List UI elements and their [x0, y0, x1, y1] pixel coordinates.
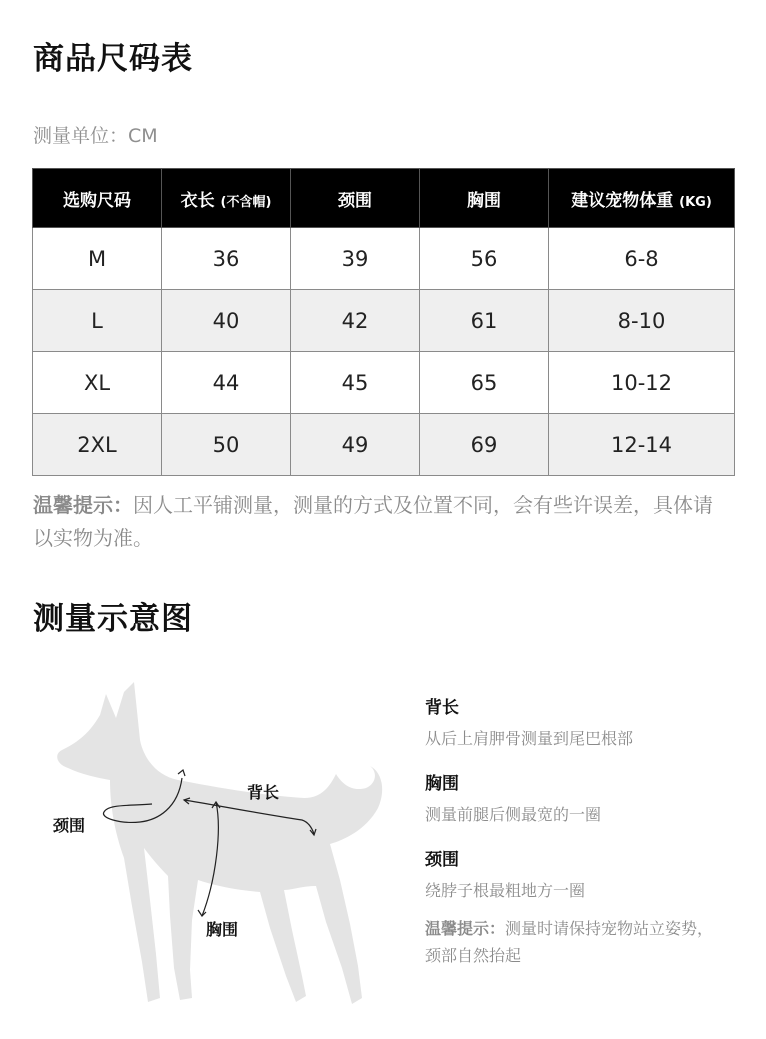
legend-back-title: 背长 [425, 698, 459, 718]
diagram-title: 测量示意图 [33, 601, 193, 637]
cell-neck: 42 [291, 290, 420, 352]
legend-chest [425, 769, 745, 825]
table-row [33, 414, 735, 476]
cell-weight: 10-12 [549, 352, 735, 414]
legend-back [425, 693, 745, 749]
size-chart-title: 商品尺码表 [33, 41, 193, 77]
header-weight: 建议宠物体重 (KG) [549, 169, 735, 228]
cell-neck: 39 [291, 228, 420, 290]
size-table [32, 168, 735, 476]
header-size: 选购尺码 [33, 169, 162, 228]
cell-weight: 12-14 [549, 414, 735, 476]
label-neck: 颈围 [53, 816, 86, 835]
cell-length: 40 [162, 290, 291, 352]
size-tip [33, 489, 723, 555]
tip-label: 温馨提示： [33, 493, 133, 517]
cell-length: 36 [162, 228, 291, 290]
cell-chest: 61 [420, 290, 549, 352]
legend-chest-title: 胸围 [425, 774, 459, 794]
diagram-note [425, 915, 725, 969]
cell-length: 44 [162, 352, 291, 414]
legend-back-desc: 从后上肩胛骨测量到尾巴根部 [425, 729, 634, 748]
note-text: 测量时请保持宠物站立姿势，颈部自然抬起 [425, 919, 714, 965]
header-chest: 胸围 [420, 169, 549, 228]
note-label: 温馨提示： [425, 919, 506, 938]
label-chest: 胸围 [206, 920, 239, 939]
cell-length: 50 [162, 414, 291, 476]
cell-neck: 45 [291, 352, 420, 414]
dog-silhouette-icon [40, 680, 420, 1020]
cell-neck: 49 [291, 414, 420, 476]
tip-text: 因人工平铺测量，测量的方式及位置不同，会有些许误差，具体请以实物为准。 [33, 493, 713, 550]
header-neck: 颈围 [291, 169, 420, 228]
cell-chest: 65 [420, 352, 549, 414]
dog-diagram [40, 680, 420, 1020]
legend-neck [425, 845, 745, 901]
cell-size: XL [33, 352, 162, 414]
cell-size: 2XL [33, 414, 162, 476]
cell-chest: 69 [420, 414, 549, 476]
measure-unit: 测量单位：CM [33, 125, 158, 147]
header-length: 衣长 (不含帽) [162, 169, 291, 228]
table-row [33, 352, 735, 414]
legend-neck-title: 颈围 [425, 850, 459, 870]
cell-size: M [33, 228, 162, 290]
cell-weight: 8-10 [549, 290, 735, 352]
label-back: 背长 [247, 783, 280, 802]
cell-size: L [33, 290, 162, 352]
legend-neck-desc: 绕脖子根最粗地方一圈 [425, 881, 586, 900]
legend-chest-desc: 测量前腿后侧最宽的一圈 [425, 805, 602, 824]
table-row [33, 290, 735, 352]
cell-weight: 6-8 [549, 228, 735, 290]
table-row [33, 228, 735, 290]
cell-chest: 56 [420, 228, 549, 290]
table-header-row [33, 169, 735, 228]
